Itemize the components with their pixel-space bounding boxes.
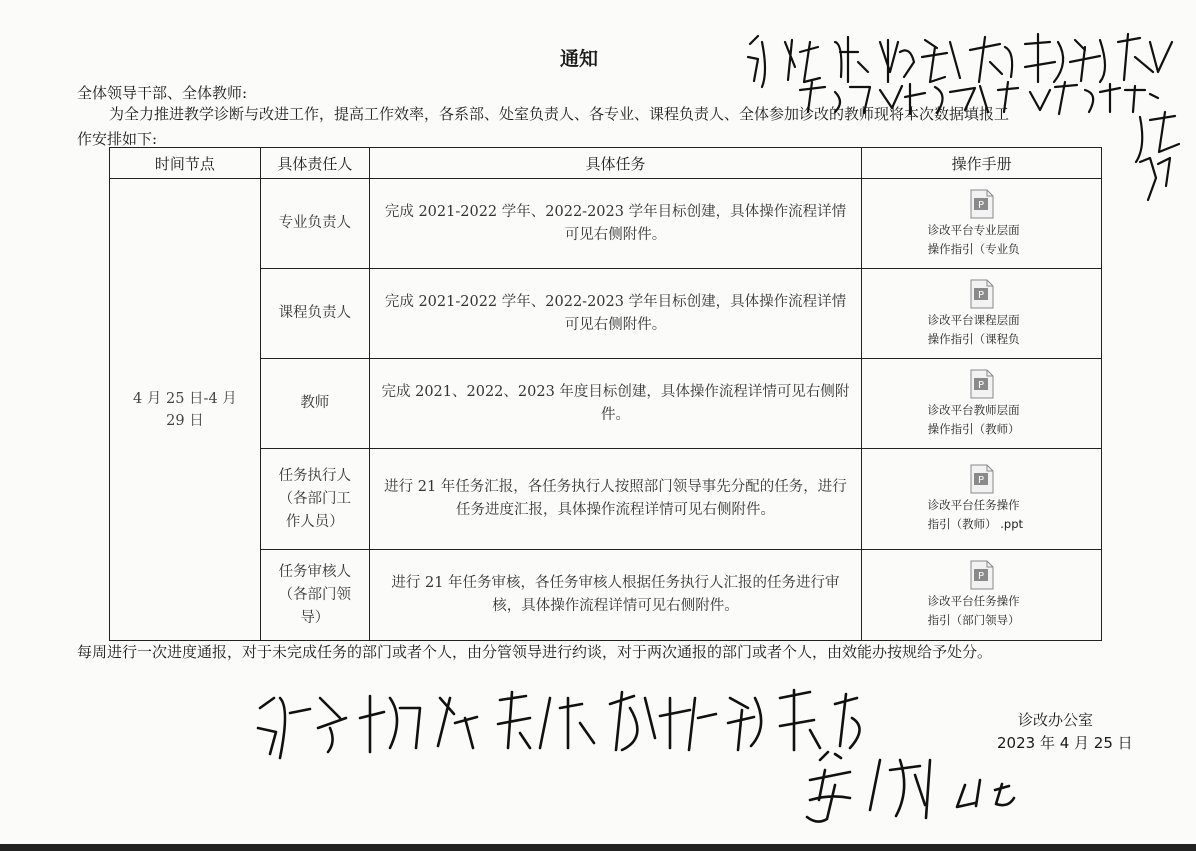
- ppt-file-icon: [969, 464, 995, 494]
- task-cell: 完成 2021-2022 学年、2022-2023 学年目标创建，具体操作流程详情可见右侧附件。: [369, 269, 861, 359]
- attachment-name-line2: 指引（教师） .ppt: [927, 517, 1023, 531]
- footer-note: 每周进行一次进度通报，对于未完成任务的部门或者个人，由分管领导进行约谈，对于两次通报的部门或者个人，由效能办按规给予处分。: [77, 643, 993, 661]
- ppt-file-icon: [969, 369, 995, 399]
- header-manual: 操作手册: [862, 148, 1102, 179]
- attachment-cell: [862, 449, 1102, 550]
- attachment-name-line2: 操作指引（课程负: [927, 331, 1020, 346]
- header-time: 时间节点: [110, 148, 261, 179]
- person-cell: 课程负责人: [260, 269, 369, 359]
- attachment-name-line1: 诊改平台任务操作: [927, 498, 1020, 512]
- svg-text:P: P: [977, 199, 984, 211]
- attachment-name-line2: 指引（部门领导）: [927, 613, 1020, 627]
- attachment-name-line2: 操作指引（专业负: [927, 241, 1020, 256]
- attachment-cell: [862, 359, 1102, 449]
- task-cell: 完成 2021-2022 学年、2022-2023 学年目标创建，具体操作流程详情可见右侧附件。: [369, 179, 861, 269]
- attachment[interactable]: [863, 279, 1100, 349]
- person-label: 任务执行人（各部门工作人员）: [278, 467, 352, 530]
- person-cell: 教师: [260, 359, 369, 449]
- handwritten-annotation-top-right: [740, 12, 1190, 202]
- attachment-name-line1: 诊改平台任务操作: [927, 594, 1020, 608]
- scan-edge: [0, 844, 1196, 851]
- task-cell: 完成 2021、2022、2023 年度目标创建，具体操作流程详情可见右侧附件。: [369, 359, 861, 449]
- handwritten-signature: [790, 740, 1050, 830]
- person-cell: 专业负责人: [260, 179, 369, 269]
- task-cell: 进行 21 年任务审核，各任务审核人根据任务执行人汇报的任务进行审核，具体操作流程详情可见右侧附件。: [369, 550, 861, 641]
- issuing-office: 诊改办公室: [1018, 711, 1094, 729]
- attachment-name-line1: 诊改平台课程层面: [927, 312, 1020, 327]
- attachment[interactable]: [863, 464, 1100, 534]
- attachment-name-line2: 操作指引（教师）: [927, 421, 1020, 436]
- attachment-name-line1: 诊改平台教师层面: [927, 402, 1020, 417]
- ppt-file-icon: [969, 560, 995, 590]
- svg-text:P: P: [977, 379, 984, 391]
- svg-text:P: P: [977, 289, 984, 301]
- attachment-name-line1: 诊改平台专业层面: [927, 222, 1020, 237]
- attachment[interactable]: [863, 369, 1100, 439]
- notice-title: 通知: [560, 48, 599, 70]
- svg-text:P: P: [977, 571, 984, 582]
- salutation: 全体领导干部、全体教师:: [77, 84, 248, 102]
- header-person: 具体责任人: [260, 148, 369, 179]
- header-task: 具体任务: [369, 148, 861, 179]
- date-range: 4 月 25 日-4 月 29 日: [133, 390, 237, 429]
- task-cell: 进行 21 年任务汇报，各任务执行人按照部门领导事先分配的任务，进行任务进度汇报，具体操作流程详情可见右侧附件。: [369, 449, 861, 550]
- attachment-cell: [862, 269, 1102, 359]
- person-cell: [260, 550, 369, 641]
- ppt-file-icon: [969, 279, 995, 309]
- intro-line-2: 作安排如下:: [77, 130, 158, 148]
- attachment[interactable]: [863, 560, 1100, 630]
- date-range-cell: [110, 179, 261, 641]
- intro-line-1: 为全力推进教学诊断与改进工作，提高工作效率，各系部、处室负责人、各专业、课程负责人、全体参加诊改的教师现将本次数据填报工: [109, 105, 1010, 123]
- person-cell: [260, 449, 369, 550]
- svg-text:P: P: [977, 475, 984, 486]
- attachment-cell: [862, 550, 1102, 641]
- issue-date: 2023 年 4 月 25 日: [997, 734, 1133, 752]
- task-table: [109, 147, 1102, 641]
- person-label: 任务审核人（各部门领导）: [278, 563, 352, 626]
